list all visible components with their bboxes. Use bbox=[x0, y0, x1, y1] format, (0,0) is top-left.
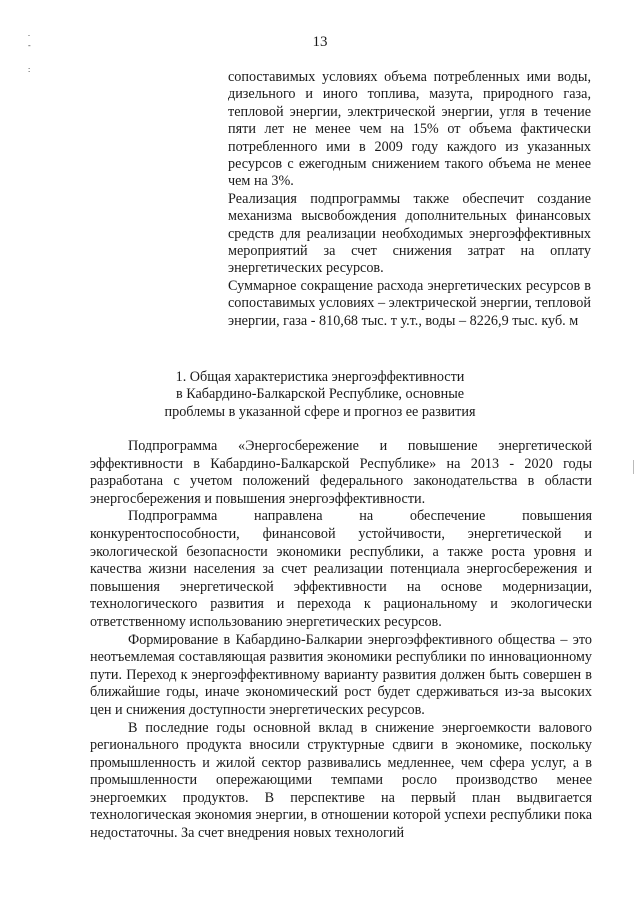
paragraph: Формирование в Кабардино-Балкарии энергоэффективного общества – это неотъемлемая составляющая развития экономики республики по инновационному пути. Переход к энергоэффективному варианту развития должен быть совершен в ближайшие годы, иначе экономический рост будет сдерживаться из-за высоких цен и снижения доступности энергетических ресурсов. bbox=[90, 631, 592, 718]
paragraph: сопоставимых условиях объема потребленных ими воды, дизельного и иного топлива, мазута, природного газа, тепловой энергии, электрической энергии, угля в течение пяти лет не менее чем на 15% от объема фактически потребленного ими в 2009 году каждого из указанных ресурсов с ежегодным снижением такого объема не менее чем на 3%. bbox=[228, 69, 591, 190]
scan-edge-mark bbox=[633, 460, 634, 474]
heading-line: проблемы в указанной сфере и прогноз ее развития bbox=[164, 403, 476, 420]
heading-line: 1. Общая характеристика энергоэффективности bbox=[175, 369, 465, 385]
paragraph: Подпрограмма «Энергосбережение и повышение энергетической эффективности в Кабардино-Балкарской Республике» на 2013 - 2020 годы разработана с учетом положений федерального законодательства в области энергосбережения и повышения энергоэффективности. bbox=[90, 438, 592, 507]
section-heading bbox=[0, 369, 640, 421]
main-text bbox=[90, 438, 592, 843]
paragraph: В последние годы основной вклад в снижение энергоемкости валового регионального продукта вносили структурные сдвиги в экономике, поскольку промышленность и жилой сектор развивались медленнее, чем сфера услуг, а в промышленности опережающими темпами росло производство менее энергоемких продуктов. В перспективе на первый план выдвигается технологическая экономия энергии, в отношении которой успехи республики пока недостаточны. За счет внедрения новых технологий bbox=[90, 719, 592, 842]
paragraph: Суммарное сокращение расхода энергетических ресурсов в сопоставимых условиях – электрической энергии, тепловой энергии, газа - 810,68 тыс. т у.т., воды – 8226,9 тыс. куб. м bbox=[228, 277, 591, 329]
continued-text-column bbox=[228, 69, 591, 330]
margin-marks: . - : bbox=[28, 29, 31, 74]
paragraph: Реализация подпрограммы также обеспечит создание механизма высвобождения дополнительных финансовых средств для реализации необходимых энергоэффективных мероприятий за счет снижения затрат на оплату энергетических ресурсов. bbox=[228, 190, 591, 277]
page-number: 13 bbox=[312, 34, 328, 50]
paragraph: Подпрограмма направлена на обеспечение повышения конкурентоспособности, финансовой устойчивости, энергетической и экологической безопасности экономики республики, а также роста уровня и качества жизни населения за счет реализации потенциала энергосбережения и повышения энергетической эффективности на основе модернизации, технологического развития и перехода к рациональному и экологически ответственному использованию энергетических ресурсов. bbox=[90, 508, 592, 630]
heading-line: в Кабардино-Балкарской Республике, основные bbox=[175, 386, 465, 403]
